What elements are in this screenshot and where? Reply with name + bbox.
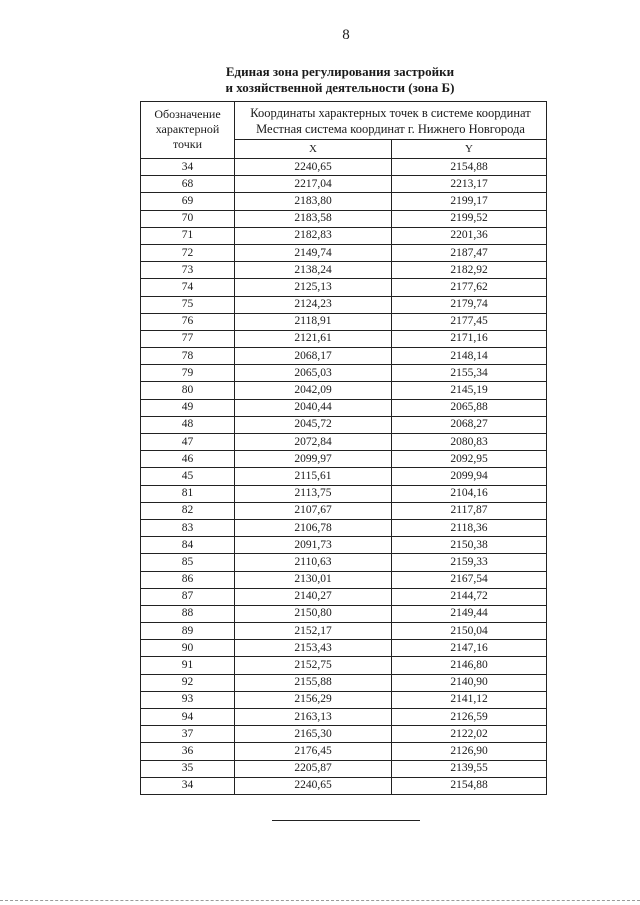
point-cell: 71 (141, 227, 235, 244)
y-coordinate-cell: 2199,52 (392, 210, 547, 227)
y-coordinate-cell: 2155,34 (392, 365, 547, 382)
document-title-line-2: и хозяйственной деятельности (зона Б) (225, 80, 455, 95)
y-coordinate-cell: 2099,94 (392, 468, 547, 485)
point-cell: 49 (141, 399, 235, 416)
point-cell: 68 (141, 176, 235, 193)
point-cell: 89 (141, 623, 235, 640)
header-system-line-1: Координаты характерных точек в системе координат (250, 105, 531, 120)
x-coordinate-cell: 2125,13 (235, 279, 392, 296)
table-row (141, 502, 547, 519)
page-number: 8 (342, 27, 350, 43)
x-coordinate-cell: 2155,88 (235, 674, 392, 691)
table-row (141, 434, 547, 451)
point-cell: 90 (141, 640, 235, 657)
point-cell: 80 (141, 382, 235, 399)
table-row (141, 416, 547, 433)
point-cell: 74 (141, 279, 235, 296)
point-cell: 37 (141, 726, 235, 743)
table-row (141, 193, 547, 210)
table-row (141, 777, 547, 794)
x-coordinate-cell: 2110,63 (235, 554, 392, 571)
table-row (141, 657, 547, 674)
y-coordinate-cell: 2141,12 (392, 691, 547, 708)
point-cell: 73 (141, 262, 235, 279)
table-row (141, 262, 547, 279)
y-coordinate-cell: 2104,16 (392, 485, 547, 502)
x-coordinate-cell: 2068,17 (235, 348, 392, 365)
point-cell: 91 (141, 657, 235, 674)
x-coordinate-cell: 2072,84 (235, 434, 392, 451)
x-coordinate-cell: 2182,83 (235, 227, 392, 244)
header-x: X (235, 140, 392, 159)
y-coordinate-cell: 2150,04 (392, 623, 547, 640)
table-row (141, 279, 547, 296)
table-row (141, 159, 547, 176)
table-row (141, 743, 547, 760)
table-row (141, 588, 547, 605)
x-coordinate-cell: 2153,43 (235, 640, 392, 657)
x-coordinate-cell: 2042,09 (235, 382, 392, 399)
y-coordinate-cell: 2145,19 (392, 382, 547, 399)
y-coordinate-cell: 2159,33 (392, 554, 547, 571)
table-body (141, 159, 547, 795)
point-cell: 69 (141, 193, 235, 210)
x-coordinate-cell: 2118,91 (235, 313, 392, 330)
y-coordinate-cell: 2182,92 (392, 262, 547, 279)
y-coordinate-cell: 2080,83 (392, 434, 547, 451)
x-coordinate-cell: 2163,13 (235, 709, 392, 726)
point-cell: 94 (141, 709, 235, 726)
y-coordinate-cell: 2139,55 (392, 760, 547, 777)
table-row (141, 571, 547, 588)
point-cell: 77 (141, 330, 235, 347)
x-coordinate-cell: 2149,74 (235, 244, 392, 261)
y-coordinate-cell: 2065,88 (392, 399, 547, 416)
x-coordinate-cell: 2113,75 (235, 485, 392, 502)
x-coordinate-cell: 2217,04 (235, 176, 392, 193)
y-coordinate-cell: 2118,36 (392, 519, 547, 536)
table-row (141, 176, 547, 193)
header-point-designation (141, 102, 235, 159)
point-cell: 72 (141, 244, 235, 261)
x-coordinate-cell: 2240,65 (235, 777, 392, 794)
point-cell: 75 (141, 296, 235, 313)
table-row (141, 296, 547, 313)
table-row (141, 382, 547, 399)
x-coordinate-cell: 2115,61 (235, 468, 392, 485)
table-row (141, 468, 547, 485)
y-coordinate-cell: 2213,17 (392, 176, 547, 193)
table-row (141, 709, 547, 726)
table-row (141, 537, 547, 554)
table-row (141, 554, 547, 571)
x-coordinate-cell: 2040,44 (235, 399, 392, 416)
point-cell: 45 (141, 468, 235, 485)
table-row (141, 313, 547, 330)
point-cell: 92 (141, 674, 235, 691)
y-coordinate-cell: 2177,62 (392, 279, 547, 296)
table-row (141, 726, 547, 743)
point-cell: 79 (141, 365, 235, 382)
x-coordinate-cell: 2130,01 (235, 571, 392, 588)
x-coordinate-cell: 2106,78 (235, 519, 392, 536)
point-cell: 78 (141, 348, 235, 365)
y-coordinate-cell: 2126,59 (392, 709, 547, 726)
table-row (141, 691, 547, 708)
table-row (141, 244, 547, 261)
x-coordinate-cell: 2152,75 (235, 657, 392, 674)
x-coordinate-cell: 2099,97 (235, 451, 392, 468)
footer-divider (272, 820, 420, 821)
x-coordinate-cell: 2124,23 (235, 296, 392, 313)
y-coordinate-cell: 2201,36 (392, 227, 547, 244)
y-coordinate-cell: 2167,54 (392, 571, 547, 588)
scan-edge (0, 900, 640, 901)
table-row (141, 399, 547, 416)
table-row (141, 485, 547, 502)
x-coordinate-cell: 2165,30 (235, 726, 392, 743)
y-coordinate-cell: 2179,74 (392, 296, 547, 313)
table-row (141, 330, 547, 347)
point-cell: 36 (141, 743, 235, 760)
x-coordinate-cell: 2150,80 (235, 605, 392, 622)
point-cell: 34 (141, 777, 235, 794)
x-coordinate-cell: 2065,03 (235, 365, 392, 382)
y-coordinate-cell: 2177,45 (392, 313, 547, 330)
header-coordinate-system (235, 102, 547, 140)
y-coordinate-cell: 2144,72 (392, 588, 547, 605)
point-cell: 84 (141, 537, 235, 554)
y-coordinate-cell: 2117,87 (392, 502, 547, 519)
x-coordinate-cell: 2183,80 (235, 193, 392, 210)
point-cell: 85 (141, 554, 235, 571)
y-coordinate-cell: 2122,02 (392, 726, 547, 743)
point-cell: 93 (141, 691, 235, 708)
header-point-line-1: Обозначение (154, 107, 221, 121)
y-coordinate-cell: 2149,44 (392, 605, 547, 622)
y-coordinate-cell: 2146,80 (392, 657, 547, 674)
y-coordinate-cell: 2150,38 (392, 537, 547, 554)
x-coordinate-cell: 2138,24 (235, 262, 392, 279)
table-row (141, 210, 547, 227)
y-coordinate-cell: 2187,47 (392, 244, 547, 261)
header-point-line-2: характерной (155, 122, 220, 136)
x-coordinate-cell: 2156,29 (235, 691, 392, 708)
y-coordinate-cell: 2171,16 (392, 330, 547, 347)
point-cell: 34 (141, 159, 235, 176)
y-coordinate-cell: 2199,17 (392, 193, 547, 210)
table-row (141, 605, 547, 622)
table-row (141, 623, 547, 640)
point-cell: 87 (141, 588, 235, 605)
point-cell: 86 (141, 571, 235, 588)
x-coordinate-cell: 2140,27 (235, 588, 392, 605)
table-row (141, 640, 547, 657)
table-row (141, 674, 547, 691)
point-cell: 46 (141, 451, 235, 468)
x-coordinate-cell: 2240,65 (235, 159, 392, 176)
table-row (141, 365, 547, 382)
x-coordinate-cell: 2121,61 (235, 330, 392, 347)
x-coordinate-cell: 2152,17 (235, 623, 392, 640)
header-system-line-2: Местная система координат г. Нижнего Новгорода (256, 121, 525, 136)
x-coordinate-cell: 2183,58 (235, 210, 392, 227)
point-cell: 81 (141, 485, 235, 502)
table-row (141, 348, 547, 365)
header-y: Y (392, 140, 547, 159)
point-cell: 35 (141, 760, 235, 777)
coordinates-table (140, 101, 547, 795)
y-coordinate-cell: 2092,95 (392, 451, 547, 468)
y-coordinate-cell: 2154,88 (392, 159, 547, 176)
point-cell: 83 (141, 519, 235, 536)
table-row (141, 451, 547, 468)
point-cell: 82 (141, 502, 235, 519)
y-coordinate-cell: 2147,16 (392, 640, 547, 657)
point-cell: 70 (141, 210, 235, 227)
x-coordinate-cell: 2091,73 (235, 537, 392, 554)
x-coordinate-cell: 2205,87 (235, 760, 392, 777)
point-cell: 48 (141, 416, 235, 433)
point-cell: 88 (141, 605, 235, 622)
table-row (141, 519, 547, 536)
header-point-line-3: точки (172, 137, 203, 151)
y-coordinate-cell: 2154,88 (392, 777, 547, 794)
point-cell: 76 (141, 313, 235, 330)
document-title-line-1: Единая зона регулирования застройки (225, 64, 455, 79)
y-coordinate-cell: 2148,14 (392, 348, 547, 365)
y-coordinate-cell: 2126,90 (392, 743, 547, 760)
x-coordinate-cell: 2107,67 (235, 502, 392, 519)
y-coordinate-cell: 2140,90 (392, 674, 547, 691)
point-cell: 47 (141, 434, 235, 451)
y-coordinate-cell: 2068,27 (392, 416, 547, 433)
x-coordinate-cell: 2045,72 (235, 416, 392, 433)
table-row (141, 227, 547, 244)
table-row (141, 760, 547, 777)
document-title (140, 64, 540, 96)
x-coordinate-cell: 2176,45 (235, 743, 392, 760)
